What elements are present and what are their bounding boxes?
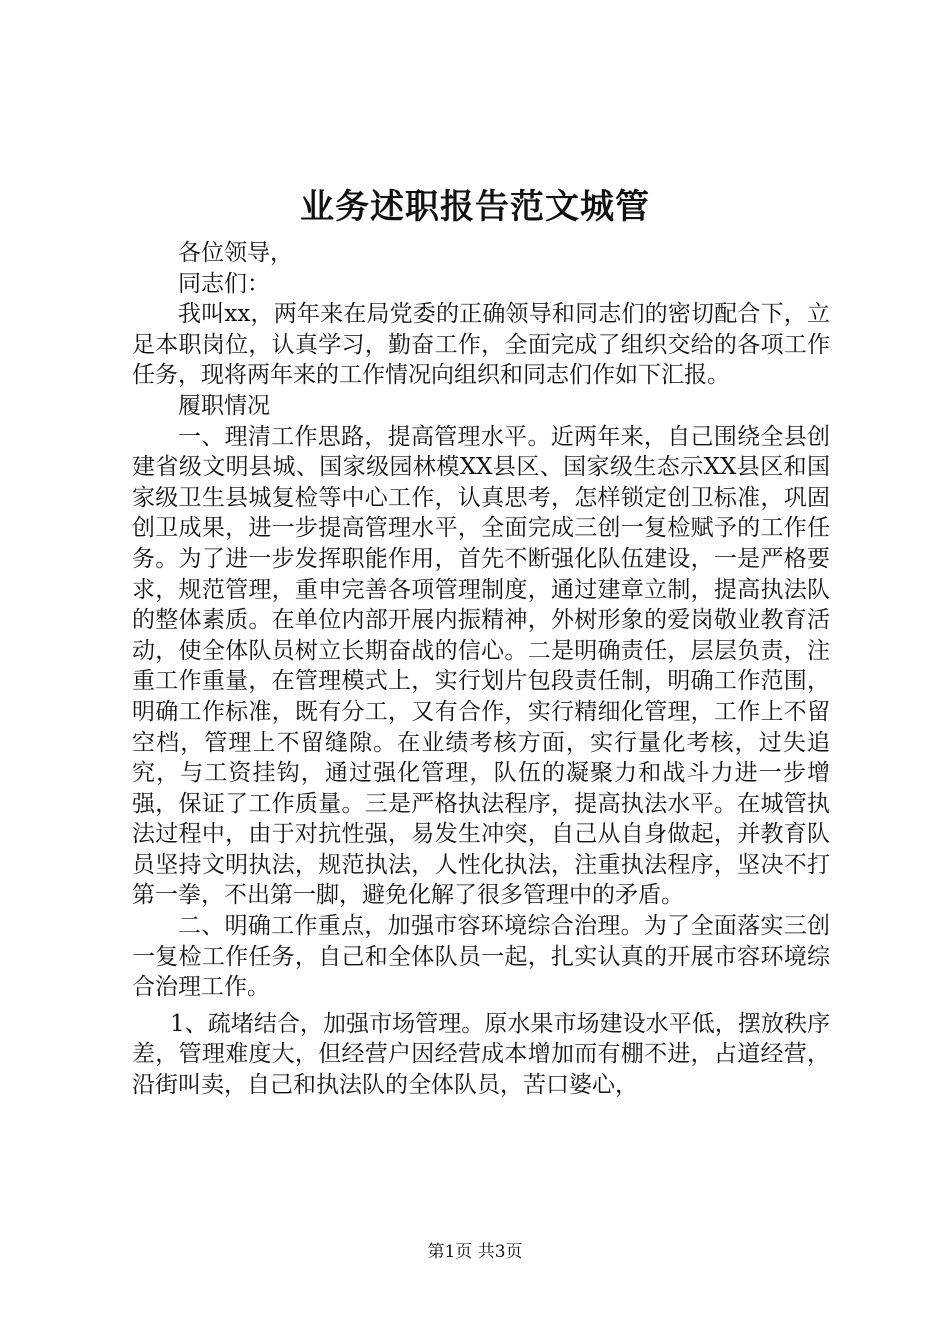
salutation-comrades: 同志们： xyxy=(178,270,270,297)
paragraph-item-one: 1、疏堵结合，加强市场管理。原水果市场建设水平低，摆放秩序差，管理难度大，但经营户因经营成本增加而有棚不进，占道经营，沿街叫卖，自己和执法队的全体队员，苦口婆心， xyxy=(132,1010,830,1099)
document-body xyxy=(132,238,830,1101)
section-heading-duty: 履职情况 xyxy=(178,392,270,419)
paragraph-section-one: 一、理清工作思路，提高管理水平。近两年来，自己围绕全县创建省级文明县城、国家级园林模XX县区、国家级生态示XX县区和国家级卫生县城复检等中心工作，认真思考，怎样锁定创卫标准，巩固创卫成果，进一步提高管理水平，全面完成三创一复检赋予的工作任务。为了进一步发挥职能作用，首先不断强化队伍建设，一是严格要求，规范管理，重申完善各项管理制度，通过建章立制，提高执法队的整体素质。在单位内部开展内振精神，外树形象的爱岗敬业教育活动，使全体队员树立长期奋战的信心。二是明确责任，层层负责，注重工作重量，在管理模式上，实行划片包段责任制，明确工作范围，明确工作标准，既有分工，又有合作，实行精细化管理，工作上不留空档，管理上不留缝隙。在业绩考核方面，实行量化考核，过失追究，与工资挂钩，通过强化管理，队伍的凝聚力和战斗力进一步增强，保证了工作质量。三是严格执法程序，提高执法水平。在城管执法过程中，由于对抗性强，易发生冲突，自己从自身做起，并教育队员坚持文明执法，规范执法，人性化执法，注重执法程序，坚决不打第一拳，不出第一脚，避免化解了很多管理中的矛盾。 xyxy=(132,423,830,909)
paragraph-section-two: 二、明确工作重点，加强市容环境综合治理。为了全面落实三创一复检工作任务，自己和全体队员一起，扎实认真的开展市容环境综合治理工作。 xyxy=(132,913,830,1001)
intro-paragraph: 我叫xx，两年来在局党委的正确领导和同志们的密切配合下，立足本职岗位，认真学习，勤奋工作，全面完成了组织交给的各项工作任务，现将两年来的工作情况向组织和同志们作如下汇报。 xyxy=(132,301,830,389)
page-footer: 第1页 共3页 xyxy=(427,1242,523,1262)
salutation-leaders: 各位领导， xyxy=(178,240,293,266)
document-title: 业务述职报告范文城管 xyxy=(300,187,650,227)
